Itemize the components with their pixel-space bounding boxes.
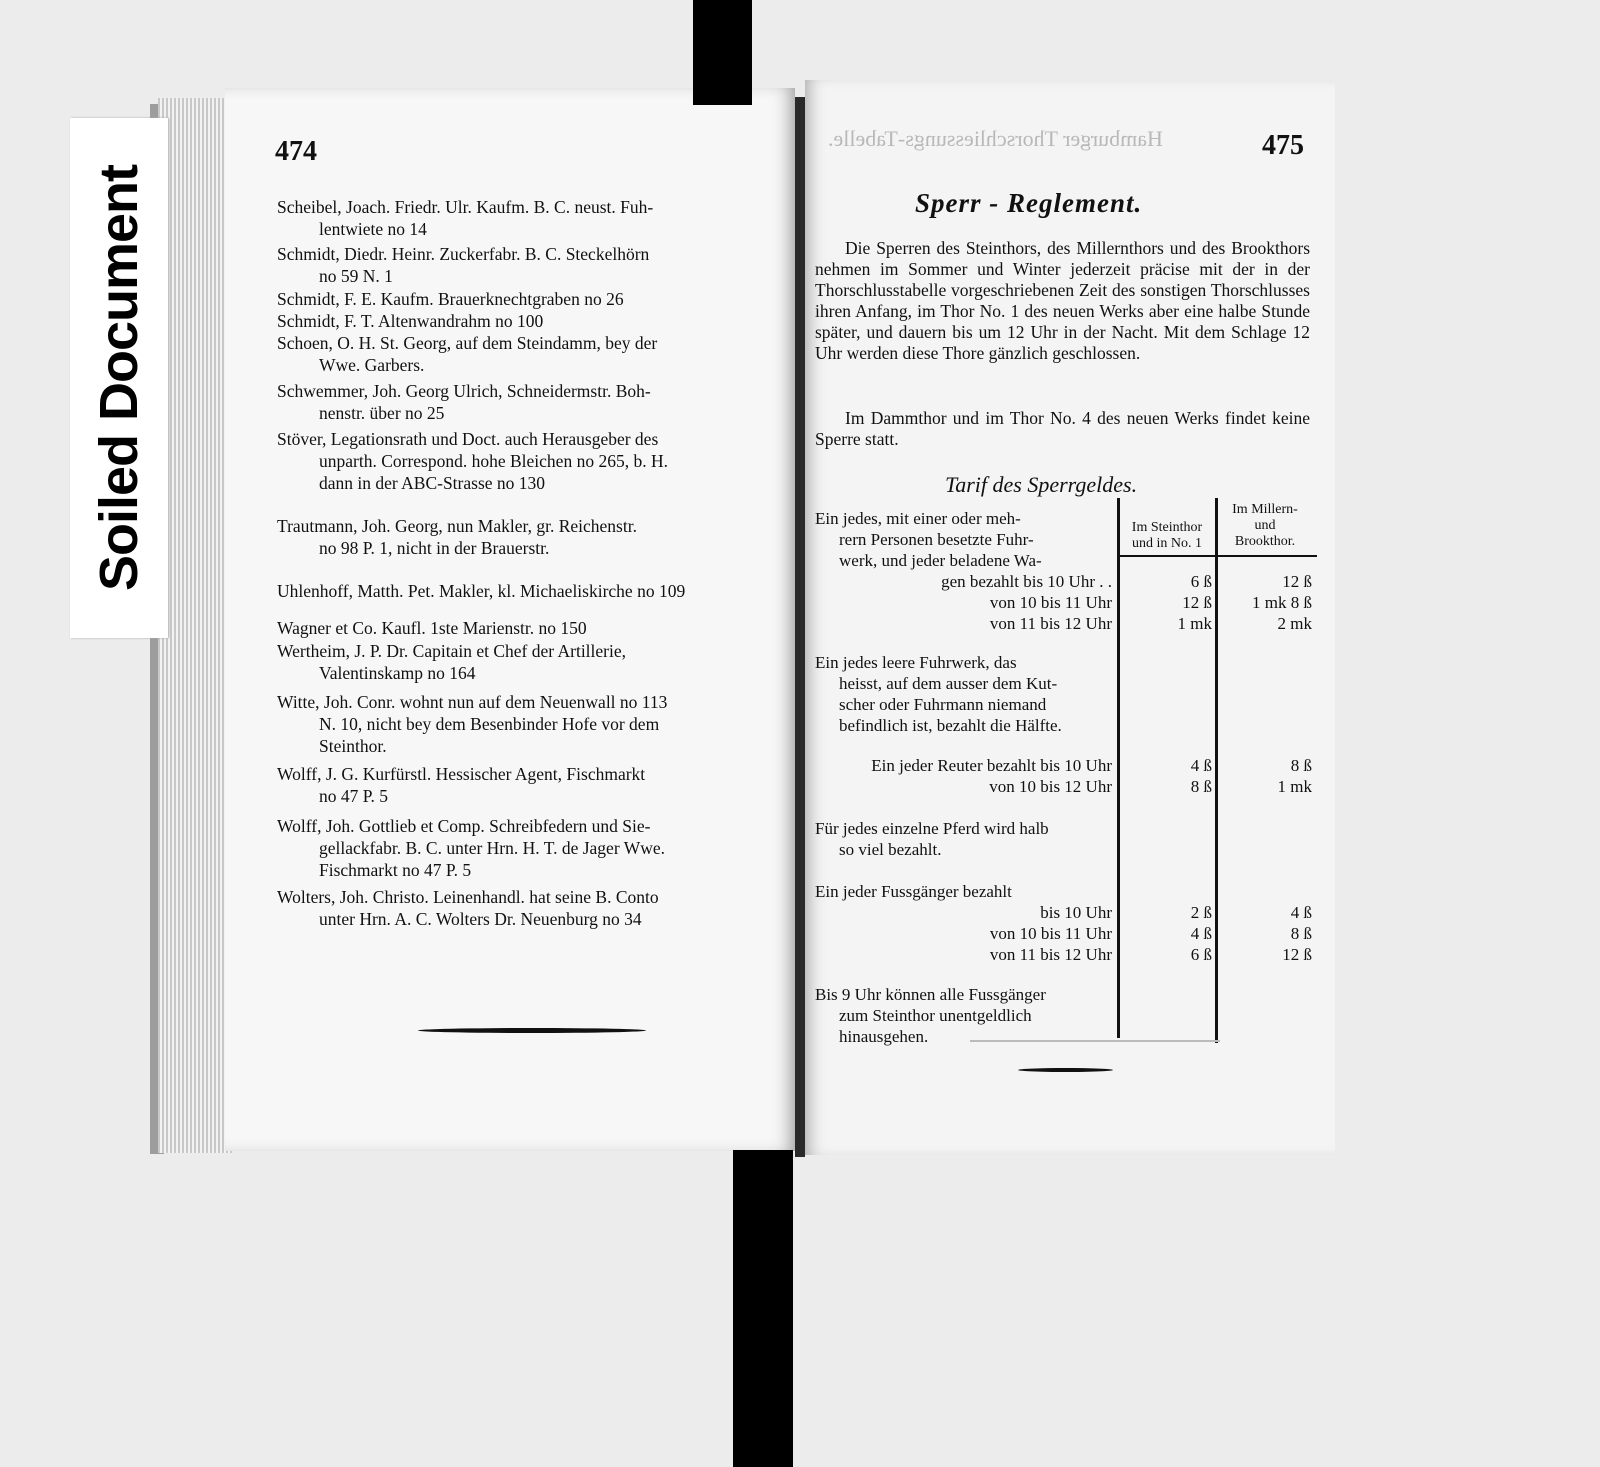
tariff-description-line: zum Steinthor unentgeldlich [839, 1006, 1032, 1025]
entry-line: Trautmann, Joh. Georg, nun Makler, gr. Reichenstr. [277, 516, 637, 536]
tariff-value-steinthor: 12 ß [1182, 593, 1212, 612]
table-header-rule [1117, 555, 1317, 557]
tariff-description-line: scher oder Fuhrmann niemand [839, 695, 1047, 714]
tariff-row-label: von 11 bis 12 Uhr [989, 614, 1112, 633]
table-bottom-rule [970, 1040, 1220, 1042]
directory-entry [277, 196, 780, 240]
tariff-value-steinthor: 1 mk [1177, 614, 1212, 633]
tariff-description-line: Für jedes einzelne Pferd wird halb [815, 819, 1049, 838]
tariff-description-line: Ein jeder Fussgänger bezahlt [815, 882, 1012, 901]
directory-entry [277, 617, 780, 639]
entry-line: Scheibel, Joach. Friedr. Ulr. Kaufm. B. C. neust. Fuh- [277, 197, 654, 217]
book-gutter [795, 97, 805, 1157]
tariff-description-line: befindlich ist, bezahlt die Hälfte. [839, 716, 1062, 735]
tariff-value-steinthor: 6 ß [1190, 945, 1212, 964]
entry-line: Uhlenhoff, Matth. Pet. Makler, kl. Michaeliskirche no 109 [277, 581, 686, 601]
entry-line: Schmidt, Diedr. Heinr. Zuckerfabr. B. C. Steckelhörn [277, 244, 650, 264]
entry-line: Schoen, O. H. St. Georg, auf dem Steindamm, bey der [277, 333, 658, 353]
tariff-title: Tarif des Sperrgeldes. [945, 472, 1138, 497]
entry-line: Schwemmer, Joh. Georg Ulrich, Schneidermstr. Boh- [277, 381, 651, 401]
tariff-value-steinthor: 6 ß [1190, 572, 1212, 591]
tariff-description-line: rern Personen besetzte Fuhr- [839, 530, 1034, 549]
directory-entry [277, 886, 780, 930]
directory-entry [277, 763, 780, 807]
entry-line: Schmidt, F. E. Kaufm. Brauerknechtgraben no 26 [277, 289, 624, 309]
col-header-steinthor: Im Steinthor und in No. 1 [1131, 520, 1203, 551]
directory-entry [277, 380, 780, 424]
entry-line: Wwe. Garbers. [319, 355, 425, 375]
section-title: Sperr - Reglement. [915, 188, 1143, 218]
directory-entry [277, 515, 780, 559]
entry-line: unter Hrn. A. C. Wolters Dr. Neuenburg no 34 [319, 909, 642, 929]
table-line-left [1117, 498, 1120, 1038]
tariff-description-line: Ein jedes, mit einer oder meh- [815, 509, 1021, 528]
directory-entry [277, 428, 780, 494]
page-number-right: 475 [1262, 130, 1304, 161]
tariff-row-label: von 10 bis 12 Uhr [989, 777, 1112, 796]
entry-line: lentwiete no 14 [319, 219, 427, 239]
page-edges [158, 98, 232, 1153]
end-rule-right [1018, 1068, 1113, 1072]
entry-line: gellackfabr. B. C. unter Hrn. H. T. de Jager Wwe. [319, 838, 666, 858]
soiled-document-label: Soiled Document [89, 164, 149, 592]
entry-line: Wertheim, J. P. Dr. Capitain et Chef der Artillerie, [277, 641, 627, 661]
entry-line: Steinthor. [319, 736, 387, 756]
entry-line: Witte, Joh. Conr. wohnt nun auf dem Neuenwall no 113 [277, 692, 668, 712]
tariff-value-millernthor: 12 ß [1282, 945, 1312, 964]
entry-line: Wagner et Co. Kaufl. 1ste Marienstr. no 150 [277, 618, 587, 638]
tariff-value-steinthor: 8 ß [1190, 777, 1212, 796]
entry-line: N. 10, nicht bey dem Besenbinder Hofe vor dem [319, 714, 660, 734]
tariff-value-millernthor: 2 mk [1277, 614, 1312, 633]
entry-line: dann in der ABC-Strasse no 130 [319, 473, 546, 493]
scan-bar-bottom [733, 1150, 793, 1467]
directory-entry [277, 332, 780, 376]
tariff-row-label: Ein jeder Reuter bezahlt bis 10 Uhr [871, 756, 1112, 775]
directory-entry [277, 243, 780, 287]
tariff-value-steinthor: 4 ß [1190, 924, 1212, 943]
tariff-row-label: gen bezahlt bis 10 Uhr . . [941, 572, 1112, 591]
tariff-description-line: so viel bezahlt. [839, 840, 942, 859]
table-line-middle [1215, 498, 1218, 1043]
scan-bar-top [693, 0, 752, 105]
end-rule-left [418, 1028, 646, 1033]
tariff-description-line: heisst, auf dem ausser dem Kut- [839, 674, 1058, 693]
regulation-paragraph-1: Die Sperren des Steinthors, des Millernthors und des Brookthors nehmen im Sommer und Winter jederzeit präcise mit der in der Thorschlusstabelle vorgeschriebenen Zeit des sonstigen Thorschlusses ihren Anfang, im Thor No. 1 des neuen Werks aber eine halbe Stunde später, und dauern bis um 12 Uhr in der Nacht. Mit dem Schlage 12 Uhr werden diese Thore gänzlich geschlossen. [815, 238, 1310, 363]
tariff-value-millernthor: 8 ß [1290, 756, 1312, 775]
tariff-value-millernthor: 1 mk [1277, 777, 1312, 796]
tariff-description-line: Bis 9 Uhr können alle Fussgänger [815, 985, 1046, 1004]
tariff-row-label: von 10 bis 11 Uhr [989, 593, 1112, 612]
regulation-paragraph-2: Im Dammthor und im Thor No. 4 des neuen Werks findet keine Sperre statt. [815, 408, 1310, 449]
entry-line: Schmidt, F. T. Altenwandrahm no 100 [277, 311, 544, 331]
directory-entry [277, 580, 780, 602]
entry-line: Wolters, Joh. Christo. Leinenhandl. hat seine B. Conto [277, 887, 659, 907]
tariff-value-millernthor: 1 mk 8 ß [1252, 593, 1312, 612]
tariff-description-line: Ein jedes leere Fuhrwerk, das [815, 653, 1017, 672]
tariff-row-label: von 10 bis 11 Uhr [989, 924, 1112, 943]
tariff-value-steinthor: 4 ß [1190, 756, 1212, 775]
tariff-value-millernthor: 4 ß [1290, 903, 1312, 922]
entry-line: Wolff, Joh. Gottlieb et Comp. Schreibfedern und Sie- [277, 816, 651, 836]
entry-line: Fischmarkt no 47 P. 5 [319, 860, 472, 880]
bleed-through-text: Hamburger Thorschliessungs-Tabelle. [828, 126, 1163, 151]
page-number-left: 474 [275, 136, 317, 167]
entry-line: no 47 P. 5 [319, 786, 389, 806]
tariff-description-line: hinausgehen. [839, 1027, 929, 1046]
directory-entry [277, 691, 780, 757]
tariff-row-label: von 11 bis 12 Uhr [989, 945, 1112, 964]
col-header-millernthor: Im Millern- und Brookthor. [1232, 502, 1298, 549]
tariff-value-steinthor: 2 ß [1190, 903, 1212, 922]
directory-entry [277, 288, 780, 310]
directory-entry [277, 815, 780, 881]
directory-entry [277, 310, 780, 332]
entry-line: Valentinskamp no 164 [319, 663, 476, 683]
entry-line: no 98 P. 1, nicht in der Brauerstr. [319, 538, 550, 558]
directory-entry [277, 640, 780, 684]
entry-line: unparth. Correspond. hohe Bleichen no 265, b. H. [319, 451, 668, 471]
tariff-description-line: werk, und jeder beladene Wa- [839, 551, 1042, 570]
entry-line: Wolff, J. G. Kurfürstl. Hessischer Agent, Fischmarkt [277, 764, 646, 784]
tariff-row-label: bis 10 Uhr [1040, 903, 1112, 922]
entry-line: no 59 N. 1 [319, 266, 393, 286]
tariff-value-millernthor: 12 ß [1282, 572, 1312, 591]
entry-line: nenstr. über no 25 [319, 403, 445, 423]
tariff-value-millernthor: 8 ß [1290, 924, 1312, 943]
entry-line: Stöver, Legationsrath und Doct. auch Herausgeber des [277, 429, 659, 449]
